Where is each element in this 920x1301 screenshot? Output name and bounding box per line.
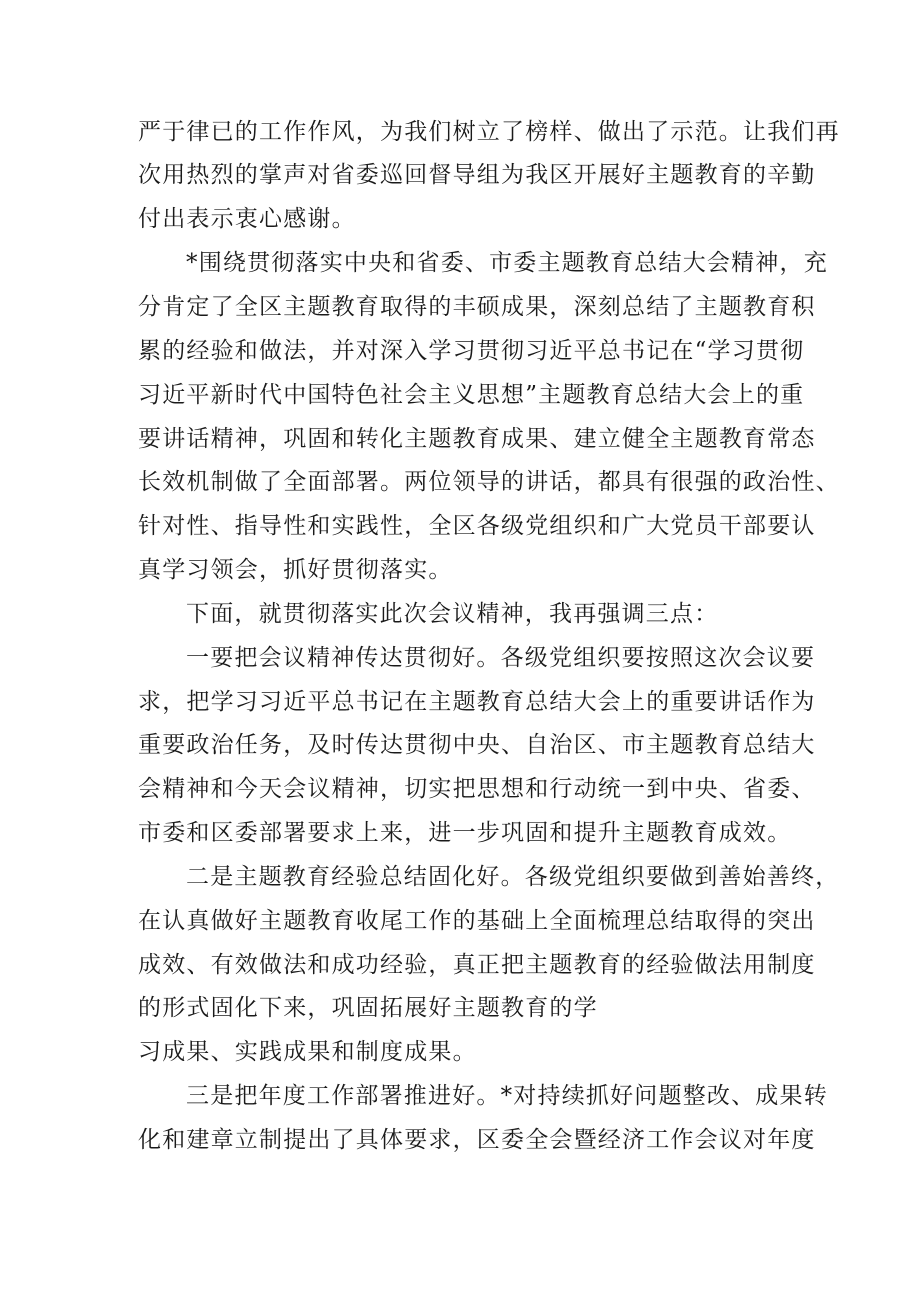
text-line: 累的经验和做法，并对深入学习贯彻习近平总书记在“学习贯彻 <box>138 338 805 364</box>
paragraph-start-line: *围绕贯彻落实中央和省委、市委主题教育总结大会精神，充 <box>186 250 828 276</box>
text-line: 长效机制做了全面部署。两位领导的讲话，都具有很强的政治性、 <box>138 469 840 495</box>
text-line: 成效、有效做法和成功经验，真正把主题教育的经验做法用制度 <box>138 952 816 978</box>
text-line: 化和建章立制提出了具体要求，区委全会暨经济工作会议对年度 <box>138 1127 816 1153</box>
text-line: 的形式固化下来，巩固拓展好主题教育的学 <box>138 995 598 1021</box>
paragraph-start-line: 下面，就贯彻落实此次会议精神，我再强调三点： <box>186 601 719 627</box>
text-line: 要讲话精神，巩固和转化主题教育成果、建立健全主题教育常态 <box>138 426 816 452</box>
paragraph-start-line: 三是把年度工作部署推进好。*对持续抓好问题整改、成果转 <box>186 1083 828 1109</box>
text-line: 习成果、实践成果和制度成果。 <box>138 1039 477 1065</box>
text-line: 付出表示衷心感谢。 <box>138 206 356 232</box>
text-line: 在认真做好主题教育收尾工作的基础上全面梳理总结取得的突出 <box>138 908 816 934</box>
text-line: 会精神和今天会议精神，切实把思想和行动统一到中央、省委、 <box>138 776 816 802</box>
text-line: 严于律已的工作作风，为我们树立了榜样、做出了示范。让我们再 <box>138 119 840 145</box>
text-line: 习近平新时代中国特色社会主义思想”主题教育总结大会上的重 <box>138 382 805 408</box>
text-line: 次用热烈的掌声对省委巡回督导组为我区开展好主题教育的辛勤 <box>138 162 816 188</box>
text-line: 真学习领会，抓好贯彻落实。 <box>138 557 453 583</box>
text-line: 重要政治任务，及时传达贯彻中央、自治区、市主题教育总结大 <box>138 732 816 758</box>
paragraph-start-line: 二是主题教育经验总结固化好。各级党组织要做到善始善终， <box>186 864 840 890</box>
text-line: 市委和区委部署要求上来，进一步巩固和提升主题教育成效。 <box>138 820 792 846</box>
text-line: 求，把学习习近平总书记在主题教育总结大会上的重要讲话作为 <box>138 689 816 715</box>
paragraph-start-line: 一要把会议精神传达贯彻好。各级党组织要按照这次会议要 <box>186 645 816 671</box>
text-line: 针对性、指导性和实践性，全区各级党组织和广大党员干部要认 <box>138 513 816 539</box>
text-line: 分肯定了全区主题教育取得的丰硕成果，深刻总结了主题教育积 <box>138 294 816 320</box>
